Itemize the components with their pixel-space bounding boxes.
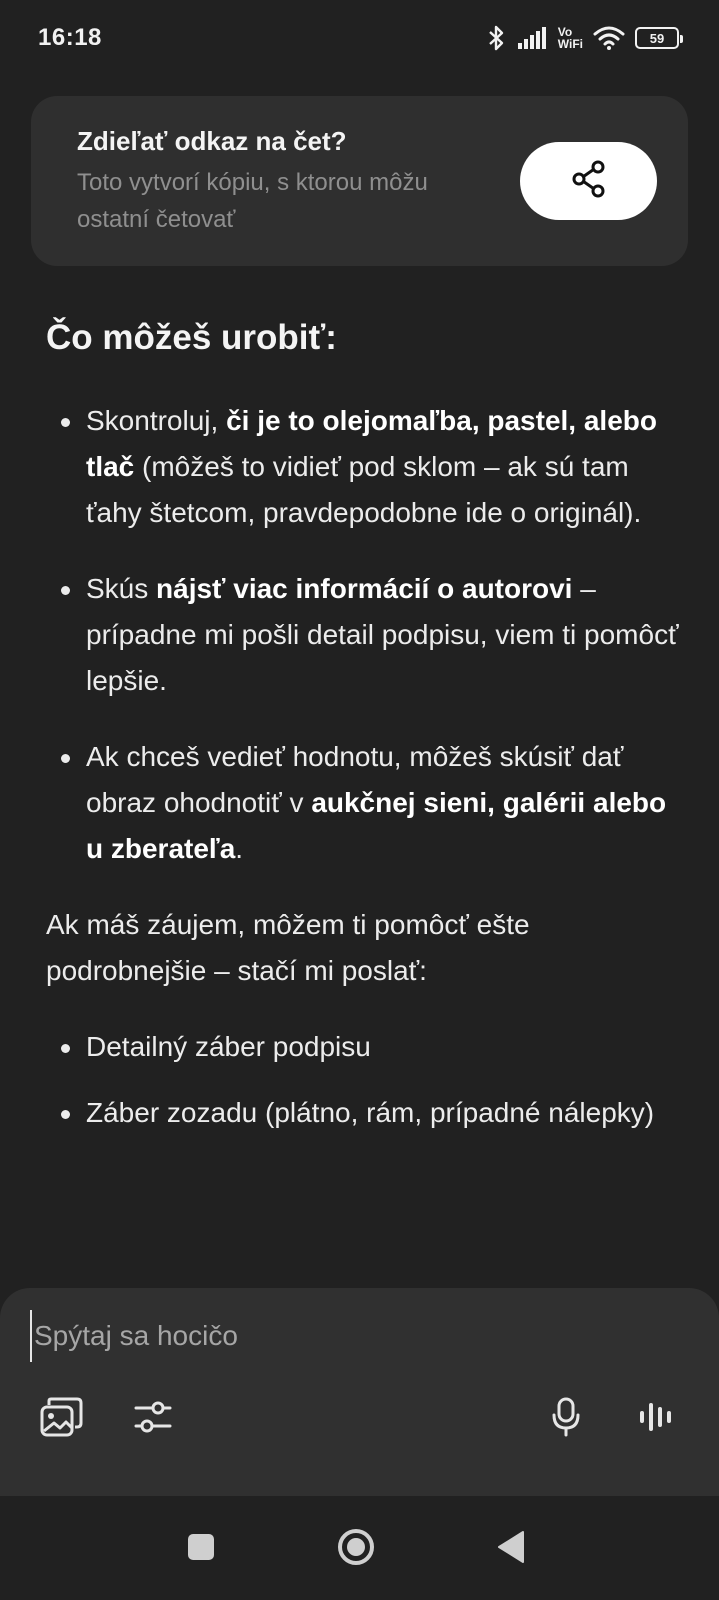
share-icon <box>571 160 607 203</box>
tune-icon <box>134 1399 172 1440</box>
list-item <box>46 566 686 704</box>
suggestion-list <box>46 398 686 872</box>
status-bar <box>0 0 719 76</box>
list-item-text: (môžeš to vidieť pod sklom – ak sú tam ťahy štetcom, pravdepodobne ide o originál). <box>86 451 642 528</box>
assistant-message <box>46 318 686 1156</box>
chat-input[interactable] <box>30 1310 630 1362</box>
attach-image-button[interactable] <box>34 1392 88 1446</box>
battery-icon <box>635 27 679 49</box>
list-item-text: Ak chceš vedieť hodnotu, môžeš skúsiť dať obraz ohodnotiť v <box>86 741 624 818</box>
message-paragraph: Ak máš záujem, môžem ti pomôcť ešte podrobnejšie – stačí mi poslať: <box>46 909 530 986</box>
dictate-button[interactable] <box>539 1392 593 1446</box>
composer <box>0 1288 719 1496</box>
home-button[interactable] <box>336 1527 376 1572</box>
status-time: 16:18 <box>38 24 102 51</box>
home-circle-icon <box>336 1527 376 1572</box>
system-nav-bar <box>0 1496 719 1600</box>
list-item-text: . <box>235 833 244 864</box>
voice-wave-icon <box>639 1400 675 1439</box>
vowifi-top: Vo <box>557 25 573 39</box>
share-card-subtitle: Toto vytvorí kópiu, s ktorou môžu ostatní četovať <box>77 169 428 233</box>
list-item <box>46 398 686 536</box>
list-item-bold: aukčnej sieni, galérii alebo u zberateľa <box>86 787 667 864</box>
vowifi-bottom: WiFi <box>557 37 583 51</box>
tools-button[interactable] <box>126 1392 180 1446</box>
signal-icon <box>518 27 548 49</box>
share-chat-card <box>31 96 688 266</box>
wifi-icon <box>593 26 625 50</box>
list-item-bold: nájsť viac informácií o autorovi <box>156 573 573 604</box>
battery-level: 59 <box>649 30 665 46</box>
list-item: Detailný záber podpisu <box>46 1024 686 1070</box>
recents-square-icon <box>186 1532 216 1567</box>
list-item-text: Skús <box>86 573 157 604</box>
share-card-title: Zdieľať odkaz na čet? <box>77 126 347 156</box>
list-item-text: Skontroluj, <box>86 405 227 436</box>
vowifi-label <box>558 26 583 50</box>
back-button[interactable] <box>496 1530 526 1569</box>
message-heading: Čo môžeš urobiť: <box>46 318 337 357</box>
image-gallery-icon <box>39 1397 83 1442</box>
back-triangle-icon <box>496 1530 526 1569</box>
bluetooth-icon <box>486 24 508 52</box>
list-item-text: – prípadne mi pošli detail podpisu, viem ti pomôcť lepšie. <box>86 573 679 696</box>
recents-button[interactable] <box>186 1532 216 1567</box>
list-item-bold: či je to olejomaľba, pastel, alebo tlač <box>86 405 657 482</box>
voice-mode-button[interactable] <box>630 1392 684 1446</box>
share-button[interactable] <box>520 142 657 220</box>
list-item <box>46 734 686 872</box>
request-list <box>46 1024 686 1136</box>
list-item: Záber zozadu (plátno, rám, prípadné nálepky) <box>46 1090 686 1136</box>
status-icons <box>486 24 679 52</box>
microphone-icon <box>551 1397 581 1442</box>
